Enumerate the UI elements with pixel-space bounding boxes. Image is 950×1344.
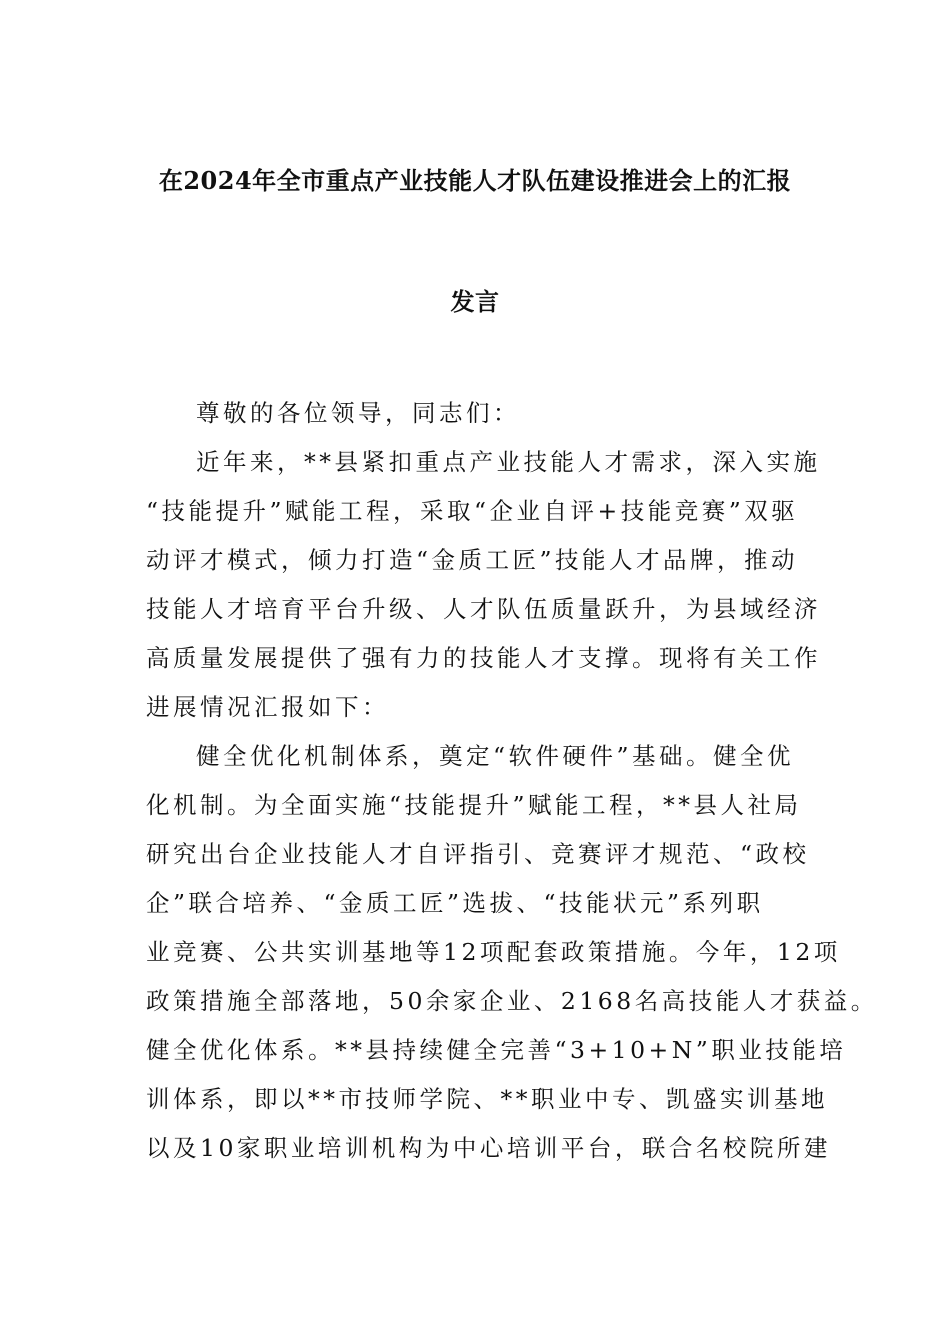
body-line: 高质量发展提供了强有力的技能人才支撑。现将有关工作 [146, 644, 821, 672]
body-line: 以及10家职业培训机构为中心培训平台，联合名校院所建 [146, 1134, 831, 1162]
body-line: 进展情况汇报如下： [146, 693, 389, 721]
body-line: 训体系，即以**市技师学院、**职业中专、凯盛实训基地 [146, 1085, 828, 1113]
body-line: 动评才模式，倾力打造“金质工匠”技能人才品牌，推动 [146, 546, 799, 574]
body-line: 健全优化体系。**县持续健全完善“3+10+N”职业技能培 [146, 1036, 847, 1064]
document-title-line-1: 在2024年全市重点产业技能人才队伍建设推进会上的汇报 [158, 166, 792, 195]
body-line: 企”联合培养、“金质工匠”选拔、“技能状元”系列职 [146, 889, 764, 917]
body-line: 业竞赛、公共实训基地等12项配套政策措施。今年，12项 [146, 938, 841, 966]
body-line: “技能提升”赋能工程，采取“企业自评+技能竞赛”双驱 [146, 497, 799, 525]
document-body [146, 389, 878, 1173]
body-line: 技能人才培育平台升级、人才队伍质量跃升，为县域经济 [146, 595, 821, 623]
body-line: 政策措施全部落地，50余家企业、2168名高技能人才获益。 [146, 987, 878, 1015]
salutation-line: 尊敬的各位领导，同志们： [196, 399, 520, 427]
body-line: 近年来，**县紧扣重点产业技能人才需求，深入实施 [196, 448, 821, 476]
body-line: 健全优化机制体系，奠定“软件硬件”基础。健全优 [196, 742, 795, 770]
body-line: 化机制。为全面实施“技能提升”赋能工程，**县人社局 [146, 791, 802, 819]
document-title-line-2: 发言 [450, 287, 500, 316]
body-line: 研究出台企业技能人才自评指引、竞赛评才规范、“政校 [146, 840, 810, 868]
